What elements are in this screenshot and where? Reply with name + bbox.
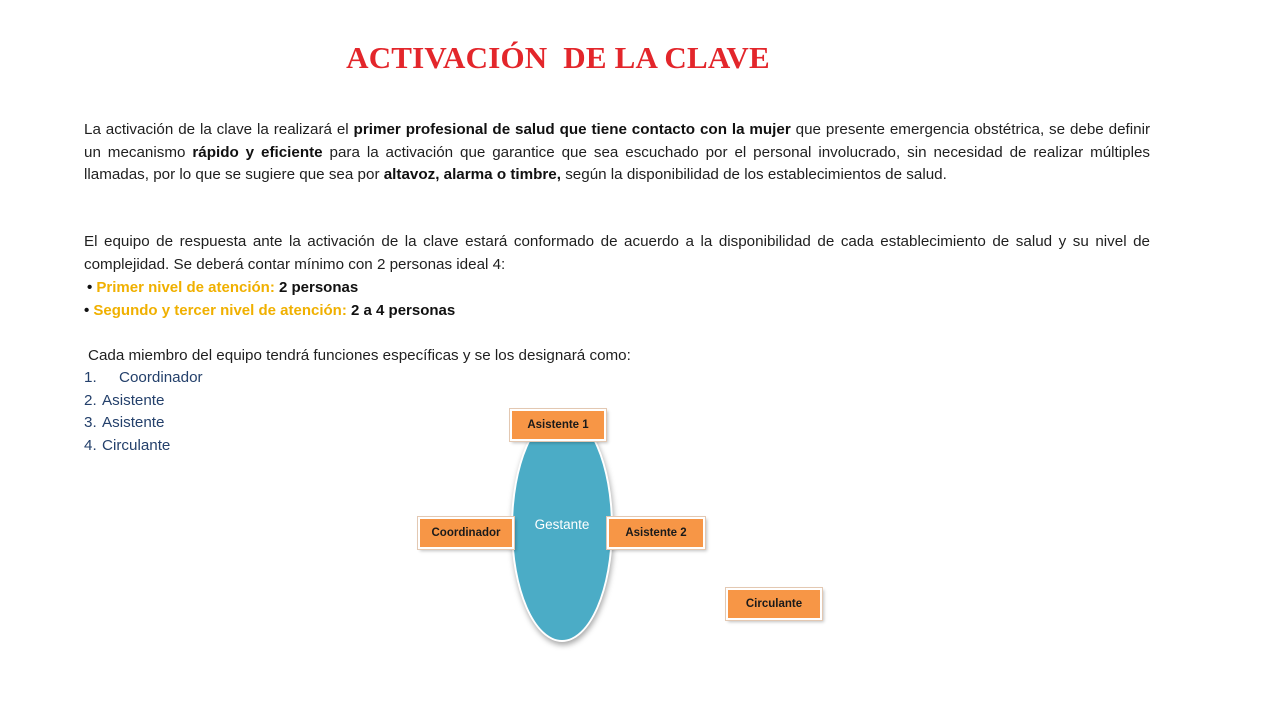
paragraph-text: para la activación que garantice que sea escuchado por el personal involucrado, sin necesidad de realizar múltiples llamadas, por lo que se sugiere que sea por — [84, 143, 1150, 184]
list-number: 4. — [84, 436, 97, 454]
level-bullet-first — [87, 277, 358, 299]
circulante-box: Circulante — [726, 588, 822, 620]
level-label: Segundo y tercer nivel de atención: — [93, 302, 347, 319]
bullet-mark: • — [84, 302, 94, 319]
bullet-mark: • — [87, 279, 97, 296]
list-item — [84, 367, 203, 390]
gestante-label: Gestante — [534, 516, 590, 532]
list-item — [84, 435, 203, 458]
paragraph-bold-text: altavoz, alarma o timbre, — [383, 166, 561, 184]
roles-intro: Cada miembro del equipo tendrá funciones específicas y se los designará como: — [88, 347, 631, 364]
level-label: Primer nivel de atención: — [96, 279, 275, 296]
paragraph-text: según la disponibilidad de los establecimientos de salud. — [560, 166, 947, 184]
list-item — [84, 390, 203, 413]
paragraph-bold-text: rápido y eficiente — [192, 143, 323, 161]
role-name: Coordinador — [119, 369, 203, 386]
paragraph-text: La activación de la clave la realizará el — [84, 121, 354, 138]
asistente-2-box: Asistente 2 — [607, 517, 705, 549]
paragraph-bold-text: primer profesional de salud que tiene contacto con la mujer — [353, 121, 791, 138]
paragraph-text: que presente emergencia obstétrica, se debe definir un mecanismo — [84, 121, 1150, 161]
level-value: 2 personas — [274, 279, 359, 296]
role-name: Circulante — [102, 436, 171, 454]
coordinador-box: Coordinador — [418, 517, 514, 549]
list-number: 1. — [84, 369, 97, 386]
gestante-ellipse — [511, 412, 613, 642]
page-title: ACTIVACIÓN DE LA CLAVE — [346, 40, 770, 75]
asistente-1-box: Asistente 1 — [510, 409, 606, 441]
team-paragraph: El equipo de respuesta ante la activación de la clave estará conformado de acuerdo a la disponibilidad de cada establecimiento de salud y su nivel de complejidad. Se deberá contar mínimo con 2 personas ideal 4: — [84, 233, 1150, 273]
level-bullet-second — [84, 300, 455, 322]
role-name: Asistente — [102, 414, 165, 432]
role-name: Asistente — [102, 391, 165, 409]
roles-list — [84, 367, 203, 457]
list-item — [84, 412, 203, 435]
activation-paragraph — [84, 119, 1150, 187]
list-number: 2. — [84, 391, 97, 409]
list-number: 3. — [84, 414, 97, 432]
level-value: 2 a 4 personas — [346, 302, 456, 319]
